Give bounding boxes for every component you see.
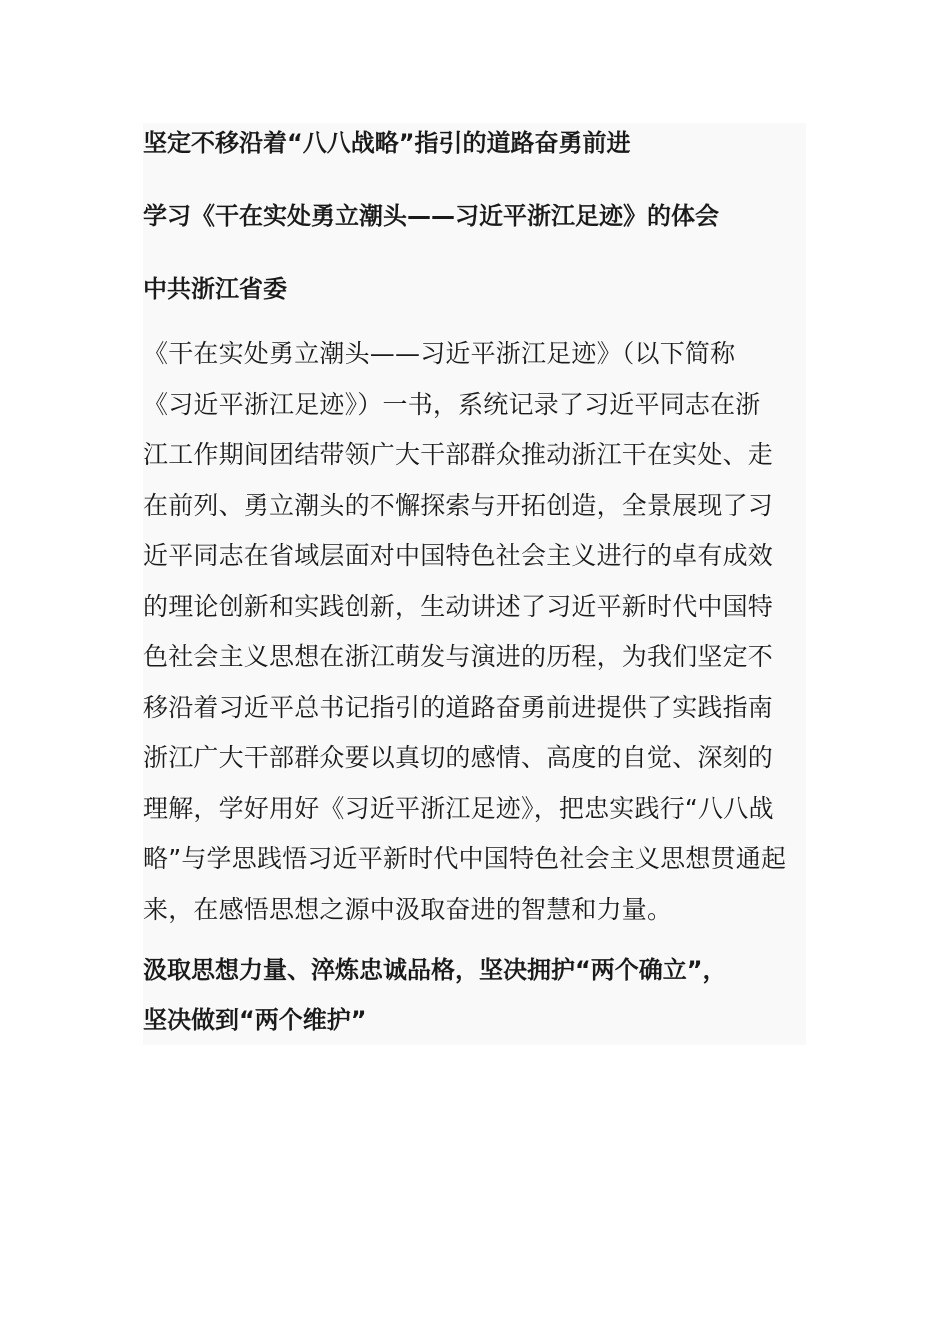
body-line: 色社会主义思想在浙江萌发与演进的历程，为我们坚定不 [143,642,774,671]
body-line: 的理论创新和实践创新，生动讲述了习近平新时代中国特 [143,591,774,621]
body-line: 《习近平浙江足迹》）一书，系统记录了习近平同志在浙 [143,389,761,419]
section-heading [143,945,806,1045]
body-line: 略”与学思践悟习近平新时代中国特色社会主义思想贯通起 [143,844,787,873]
body-paragraph [143,329,806,935]
body-line: 《干在实处勇立潮头——习近平浙江足迹》（以下简称 [143,339,736,368]
document-title: 坚定不移沿着“八八战略”指引的道路奋勇前进 [143,129,631,157]
document-author: 中共浙江省委 [143,275,287,303]
body-line: 在前列、勇立潮头的不懈探索与开拓创造，全景展现了习 [143,490,774,520]
body-line: 来，在感悟思想之源中汲取奋进的智慧和力量。 [143,894,673,924]
section-heading-line: 坚决做到“两个维护” [143,1006,367,1034]
body-line: 理解，学好用好《习近平浙江足迹》，把忠实践行“八八战 [143,793,774,823]
document-page [143,123,806,1045]
body-line: 移沿着习近平总书记指引的道路奋勇前进提供了实践指南 [143,692,774,722]
document-subtitle: 学习《干在实处勇立潮头——习近平浙江足迹》的体会 [143,202,719,230]
section-heading-line: 汲取思想力量、淬炼忠诚品格，坚决拥护“两个确立”， [143,956,727,984]
body-line: 近平同志在省域层面对中国特色社会主义进行的卓有成效 [143,541,774,570]
body-line: 浙江广大干部群众要以真切的感情、高度的自觉、深刻的 [143,743,774,772]
body-line: 江工作期间团结带领广大干部群众推动浙江干在实处、走 [143,440,774,469]
